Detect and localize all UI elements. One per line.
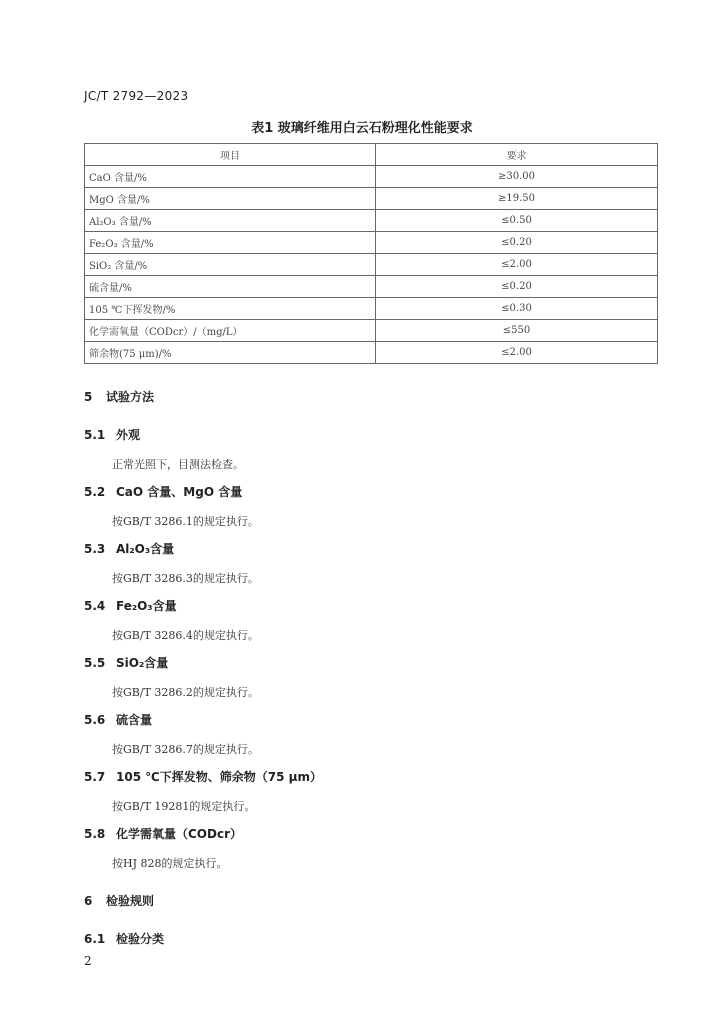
subsection-text: 按GB/T 3286.1的规定执行。 [112, 515, 259, 528]
section-number: 6 [84, 894, 93, 908]
subsection-text: 按GB/T 3286.4的规定执行。 [112, 629, 259, 642]
row-value: ≤0.20 [376, 276, 658, 298]
subsection-heading [84, 930, 164, 947]
table-row [85, 320, 658, 342]
column-header-requirement: 要求 [376, 144, 658, 166]
subsection-text: 正常光照下，目测法检查。 [112, 458, 244, 471]
row-item: MgO 含量/% [85, 188, 376, 210]
subsection-text: 按HJ 828的规定执行。 [112, 857, 228, 870]
subsection-heading [84, 654, 168, 671]
subsection-title: 化学需氧量（CODcr） [116, 827, 243, 841]
subsection-number: 5.2 [84, 485, 106, 499]
row-item: 化学需氧量（CODcr）/（mg/L） [85, 320, 376, 342]
subsection-number: 5.4 [84, 599, 106, 613]
section-number: 5 [84, 390, 93, 404]
subsection-heading [84, 825, 242, 842]
subsection-title: 硫含量 [116, 713, 153, 727]
table-header-row [85, 144, 658, 166]
subsection-heading [84, 483, 242, 500]
subsection-heading [84, 768, 322, 785]
subsection-text: 按GB/T 3286.2的规定执行。 [112, 686, 259, 699]
subsection-heading [84, 540, 174, 557]
table-row [85, 254, 658, 276]
row-item: Fe₂O₃ 含量/% [85, 232, 376, 254]
table-row [85, 166, 658, 188]
subsection-text: 按GB/T 3286.3的规定执行。 [112, 572, 259, 585]
row-item: Al₂O₃ 含量/% [85, 210, 376, 232]
subsection-number: 5.7 [84, 770, 106, 784]
subsection-heading [84, 426, 140, 443]
subsection-title: 外观 [116, 428, 141, 442]
row-item: 筛余物(75 μm)/% [85, 342, 376, 364]
subsection-number: 5.5 [84, 656, 106, 670]
row-value: ≤0.30 [376, 298, 658, 320]
row-value: ≤0.50 [376, 210, 658, 232]
requirements-table [84, 143, 658, 364]
row-item: SiO₂ 含量/% [85, 254, 376, 276]
subsection-text: 按GB/T 3286.7的规定执行。 [112, 743, 259, 756]
table-row [85, 188, 658, 210]
subsection-number: 5.6 [84, 713, 106, 727]
subsection-number: 5.1 [84, 428, 106, 442]
table-row [85, 276, 658, 298]
page-number: 2 [84, 954, 92, 968]
subsection-heading [84, 597, 177, 614]
section-title: 检验规则 [106, 894, 155, 908]
subsection-number: 5.3 [84, 542, 106, 556]
table-row [85, 342, 658, 364]
subsection-number: 5.8 [84, 827, 106, 841]
row-item: CaO 含量/% [85, 166, 376, 188]
subsection-text: 按GB/T 19281的规定执行。 [112, 800, 256, 813]
row-value: ≤2.00 [376, 342, 658, 364]
standard-number: JC/T 2792—2023 [84, 89, 189, 103]
section-title: 试验方法 [106, 390, 155, 404]
subsection-title: 检验分类 [116, 932, 165, 946]
row-value: ≤550 [376, 320, 658, 342]
row-item: 硫含量/% [85, 276, 376, 298]
column-header-item: 项目 [85, 144, 376, 166]
table-caption: 表1 玻璃纤维用白云石粉理化性能要求 [251, 121, 473, 136]
subsection-title: CaO 含量、MgO 含量 [116, 485, 243, 499]
row-item: 105 ℃下挥发物/% [85, 298, 376, 320]
row-value: ≤2.00 [376, 254, 658, 276]
subsection-title: 105 ℃下挥发物、筛余物（75 μm） [116, 770, 322, 784]
row-value: ≤0.20 [376, 232, 658, 254]
table-row [85, 298, 658, 320]
subsection-number: 6.1 [84, 932, 106, 946]
subsection-title: SiO₂含量 [116, 656, 169, 670]
subsection-title: Fe₂O₃含量 [116, 599, 177, 613]
subsection-title: Al₂O₃含量 [116, 542, 175, 556]
table-row [85, 210, 658, 232]
row-value: ≥19.50 [376, 188, 658, 210]
row-value: ≥30.00 [376, 166, 658, 188]
table-row [85, 232, 658, 254]
section-5-heading [84, 388, 154, 405]
section-6-heading [84, 892, 154, 909]
subsection-heading [84, 711, 152, 728]
